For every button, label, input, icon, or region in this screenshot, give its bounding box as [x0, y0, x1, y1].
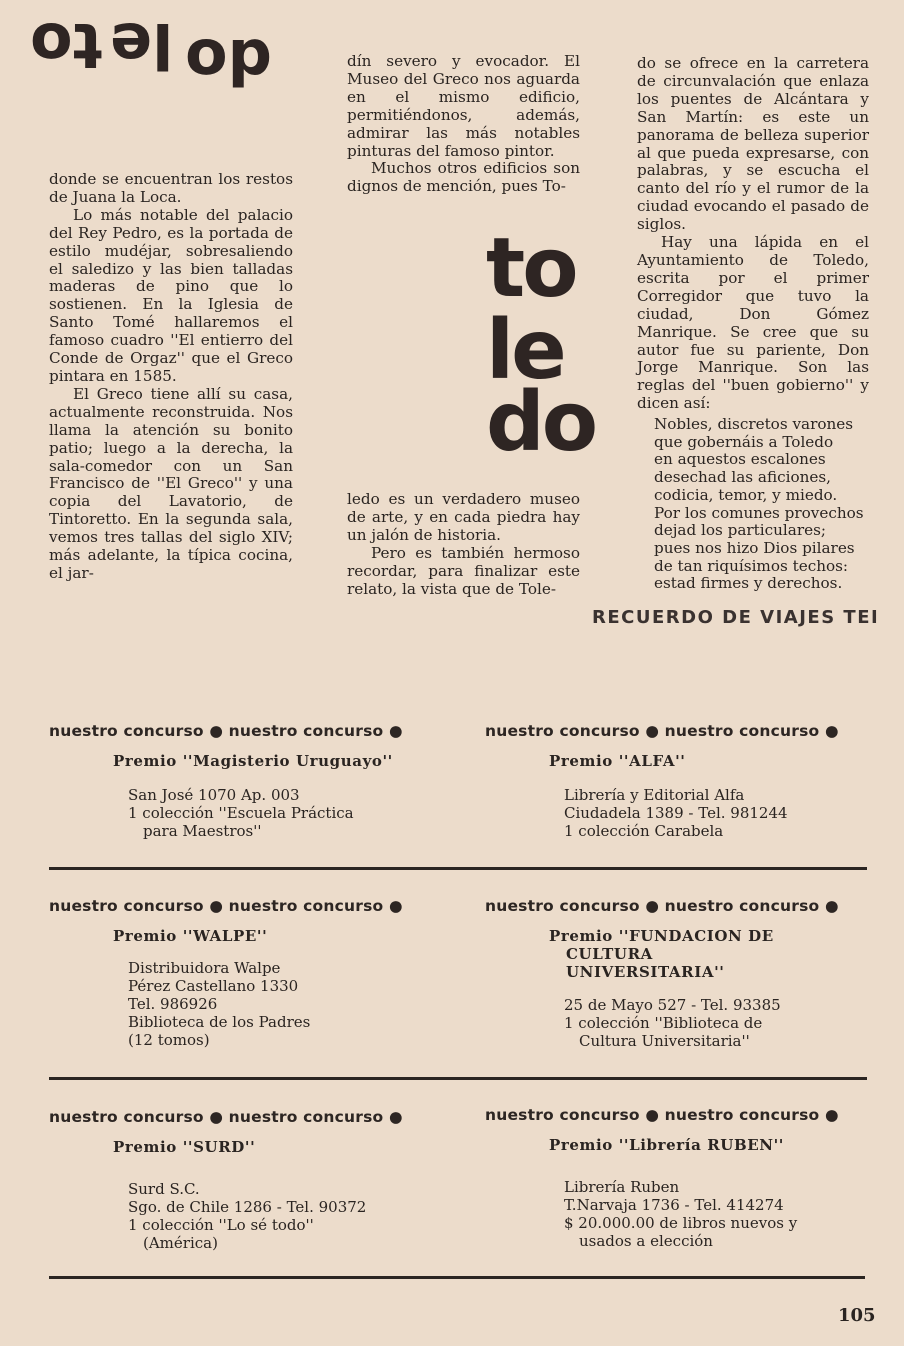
prize-line: Librería y Editorial Alfa: [564, 786, 745, 804]
paragraph: Hay una lápida en el Ayuntamiento de Toledo, escrita por el primer Corregidor que tuvo la ciudad, Don Gómez Manrique. Se cree que su autor fue su pariente, Don Jorge Manrique. Son las reglas del ''buen gobierno'' y dicen así:: [637, 233, 869, 413]
divider-rule: [49, 1276, 865, 1279]
contest-block: [49, 722, 469, 842]
article-column-2-top: [347, 53, 580, 196]
prize-title: Premio ''Librería RUBEN'': [549, 1136, 784, 1154]
contest-block: [49, 1108, 469, 1258]
poem-line: desechad las aficiones,: [654, 468, 831, 487]
article-column-3: [637, 55, 869, 413]
title-rotated: [0, 0, 272, 100]
prize-title: Premio ''SURD'': [113, 1138, 256, 1156]
paragraph: Lo más notable del palacio del Rey Pedro, es la portada de estilo mudéjar, sobresaliendo el saledizo y las bien talladas maderas de pino que lo sostienen. En la Iglesia de Santo Tomé hallaremos el famoso cuadro ''El entierro del Conde de Orgaz'' que el Greco pintara en 1585.: [49, 205, 293, 385]
prize-title: Premio ''WALPE'': [113, 927, 268, 945]
prize-line: Cultura Universitaria'': [579, 1032, 750, 1051]
paragraph: Pero es también hermoso recordar, para finalizar este relato, la vista que de Tole-: [347, 543, 580, 598]
contest-header: nuestro concurso ● nuestro concurso ●: [485, 722, 839, 740]
prize-title: UNIVERSITARIA'': [566, 963, 725, 981]
prize-line: 1 colección ''Biblioteca de: [564, 1014, 763, 1033]
divider-rule: [49, 867, 867, 870]
prize-line: 1 colección Carabela: [564, 822, 724, 841]
prize-line: 1 colección ''Lo sé todo'': [128, 1216, 314, 1235]
article-column-1: [49, 171, 293, 583]
poem-line: estad firmes y derechos.: [654, 574, 843, 593]
prize-line: usados a elección: [579, 1232, 713, 1251]
prize-line: Biblioteca de los Padres: [128, 1013, 311, 1032]
prize-line: Ciudadela 1389 - Tel. 981244: [564, 804, 788, 823]
poem-line: en aquestos escalones: [654, 450, 826, 469]
paragraph: donde se encuentran los restos de Juana la Loca.: [49, 170, 293, 206]
title-stacked-le: le: [486, 303, 564, 398]
paragraph: do se ofrece en la carretera de circunvalación que enlaza los puentes de Alcántara y San Martín: es este un panorama de belleza superior al que pueda expresarse, con palabras, y se escucha el canto del río y el rumor de la ciudad evocando el pasado de siglos.: [637, 54, 869, 234]
contest-header: nuestro concurso ● nuestro concurso ●: [49, 1108, 403, 1126]
title-rotated-to: to: [30, 9, 103, 82]
prize-line: Distribuidora Walpe: [128, 959, 281, 977]
prize-line: San José 1070 Ap. 003: [128, 786, 300, 804]
prize-line: (12 tomos): [128, 1031, 210, 1050]
prize-line: T.Narvaja 1736 - Tel. 414274: [564, 1196, 784, 1215]
prize-title: Premio ''ALFA'': [549, 752, 686, 770]
paragraph: Muchos otros edificios son dignos de mención, pues To-: [347, 159, 580, 196]
prize-line: para Maestros'': [143, 822, 262, 841]
contest-block: [485, 722, 904, 842]
contest-block: [49, 897, 469, 1067]
title-stacked-do: do: [486, 375, 596, 470]
prize-line: 25 de Mayo 527 - Tel. 93385: [564, 996, 781, 1014]
article-column-2-bottom: [347, 491, 580, 598]
prize-line: Tel. 986926: [128, 995, 218, 1014]
prize-line: Surd S.C.: [128, 1180, 200, 1198]
prize-line: (América): [143, 1234, 218, 1253]
prize-title: Premio ''FUNDACION DE: [549, 927, 774, 945]
title-rotated-le: le: [110, 9, 174, 82]
prize-title: CULTURA: [566, 945, 653, 963]
poem-line: pues nos hizo Dios pilares: [654, 538, 855, 557]
title-stacked-to: to: [486, 221, 576, 316]
divider-rule: [49, 1077, 867, 1080]
prize-line: Librería Ruben: [564, 1178, 680, 1196]
contest-header: nuestro concurso ● nuestro concurso ●: [485, 897, 839, 915]
contest-header: nuestro concurso ● nuestro concurso ●: [49, 897, 403, 915]
paragraph: ledo es un verdadero museo de arte, y en cada piedra hay un jalón de historia.: [347, 490, 580, 544]
contest-header: nuestro concurso ● nuestro concurso ●: [49, 722, 403, 740]
poem-line: Por los comunes provechos: [654, 503, 864, 522]
contest-block: [485, 897, 904, 1067]
contest-block: [485, 1106, 904, 1256]
poem-line: de tan riquísimos techos:: [654, 556, 849, 575]
poem-line: dejad los particulares;: [654, 521, 827, 540]
article-credit: RECUERDO DE VIAJES TEI: [592, 607, 880, 628]
paragraph: dín severo y evocador. El Museo del Greco nos aguarda en el mismo edificio, permitiéndonos, además, admirar las más notables pinturas del famoso pintor.: [347, 52, 580, 160]
prize-line: 1 colección ''Escuela Práctica: [128, 804, 354, 823]
poem-line: que gobernáis a Toledo: [654, 432, 834, 451]
prize-line: Pérez Castellano 1330: [128, 977, 299, 996]
poem-line: Nobles, discretos varones: [654, 415, 854, 433]
paragraph: El Greco tiene allí su casa, actualmente reconstruida. Nos llama la atención su bonito patio; luego a la derecha, la sala-comedor con un San Francisco de ''El Greco'' y una copia del Lavatorio, de Tintoretto. En la segunda sala, vemos tres tallas del siglo XIV; más adelante, la típica cocina, el jar-: [49, 384, 293, 582]
prize-title: Premio ''Magisterio Uruguayo'': [113, 752, 393, 770]
prize-line: Sgo. de Chile 1286 - Tel. 90372: [128, 1198, 367, 1217]
poem: [654, 416, 874, 593]
title-rotated-do: do: [185, 25, 272, 98]
prize-line: $ 20.000.00 de libros nuevos y: [564, 1214, 798, 1233]
poem-line: codicia, temor, y miedo.: [654, 485, 838, 504]
page-number: 105: [838, 1305, 876, 1326]
contest-header: nuestro concurso ● nuestro concurso ●: [485, 1106, 839, 1124]
